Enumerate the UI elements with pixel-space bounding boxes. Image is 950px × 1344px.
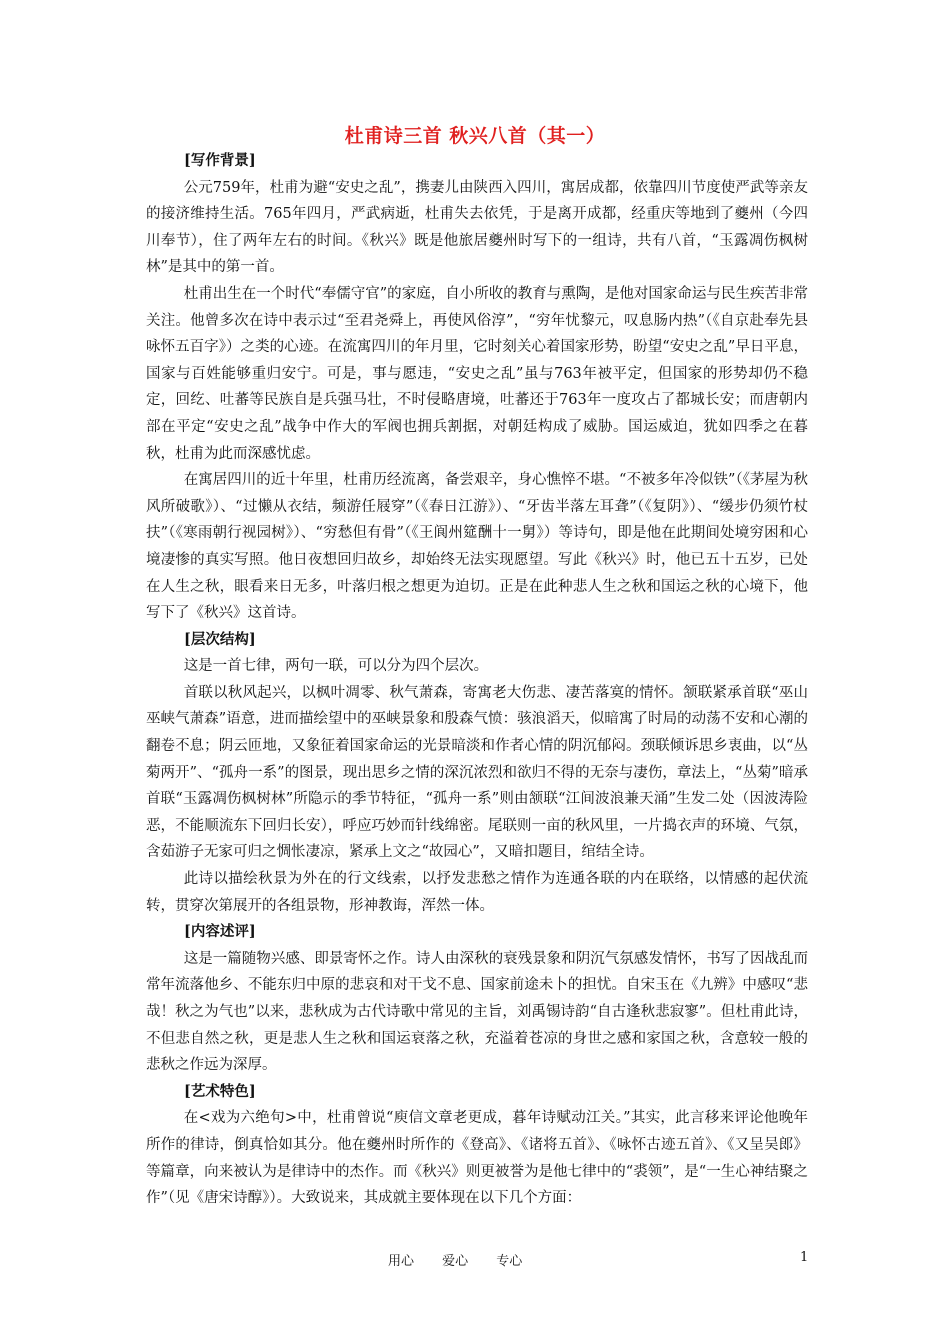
section-heading-review: [内容述评] xyxy=(184,923,256,941)
paragraph: 杜甫出生在一个时代“奉儒守官”的家庭，自小所收的教育与熏陶，是他对国家命运与民生疾苦非常关注。他曾多次在诗中表示过“至君尧舜上，再使风俗淳”，“穷年忧黎元，叹息肠内热”（《自京赴奉先县咏怀五百字》）之类的心迹。在流寓四川的年月里，它时刻关心着国家形势，盼望“安史之乱”早日平息，国家与百姓能够重归安宁。可是，事与愿违，“安史之乱”虽与763年被平定，但国家的形势却仍不稳定，回纥、吐蕃等民族自是兵强马壮，不时侵略唐境，吐蕃还于763年一度攻占了都城长安；而唐朝内部在平定“安史之乱”战争中作大的军阀也拥兵割据，对朝廷构成了威胁。国运威迫，犹如四季之在暮秋，杜甫为此而深感忧虑。 xyxy=(146,285,808,462)
section-heading-structure: [层次结构] xyxy=(184,630,256,648)
paragraph: 此诗以描绘秋景为外在的行文线索，以抒发悲愁之情作为连通各联的内在联络，以情感的起伏流转，贯穿次第展开的各组景物，形神教诲，浑然一体。 xyxy=(146,871,808,914)
section-heading-art: [艺术特色] xyxy=(184,1082,256,1100)
footer-motto: 用心 爱心 专心 xyxy=(388,1254,523,1269)
paragraph: 在<戏为六绝句>中，杜甫曾说“庾信文章老更成，暮年诗赋动江关。”其实，此言移来评论他晚年所作的律诗，倒真恰如其分。他在夔州时所作的《登高》、《诸将五首》、《咏怀古迹五首》、《又呈吴郎》等篇章，向来被认为是律诗中的杰作。而《秋兴》则更被誉为是他七律中的“裘领”，是“一生心神结聚之作”（见《唐宋诗醇》）。大致说来，其成就主要体现在以下几个方面： xyxy=(146,1110,808,1207)
page-title: 杜甫诗三首 秋兴八首（其一） xyxy=(344,125,606,147)
paragraph: 在寓居四川的近十年里，杜甫历经流离，备尝艰辛，身心憔悴不堪。“不被多年冷似铁”（《茅屋为秋风所破歌》）、“过懒从衣结，频游任屐穿”（《春日江游》）、“牙齿半落左耳聋”（《复阴》）、“缓步仍须竹杖扶”（《寒雨朝行视园树》）、“穷愁但有骨”（《王阆州筵酬十一舅》）等诗句，即是他在此期间处境穷困和心境凄惨的真实写照。他日夜想回归故乡，却始终无法实现愿望。写此《秋兴》时，他已五十五岁，已处在人生之秋，眼看来日无多，叶落归根之想更为迫切。正是在此种悲人生之秋和国运之秋的心境下，他写下了《秋兴》这首诗。 xyxy=(146,472,808,622)
paragraph: 这是一首七律，两句一联，可以分为四个层次。 xyxy=(183,658,489,675)
page-footer xyxy=(0,1250,950,1274)
document-body xyxy=(146,148,808,1212)
section-heading-background: [写作背景] xyxy=(184,152,256,169)
paragraph: 公元759年，杜甫为避“安史之乱”，携妻儿由陕西入四川，寓居成都，依靠四川节度使严武等亲友的接济维持生活。765年四月，严武病逝，杜甫失去依凭，于是离开成都，经重庆等地到了夔州（今四川奉节），住了两年左右的时间。《秋兴》既是他旅居夔州时写下的一组诗，共有八首，“玉露凋伤枫树林”是其中的第一首。 xyxy=(146,179,808,276)
paragraph: 这是一篇随物兴感、即景寄怀之作。诗人由深秋的衰残景象和阴沉气氛感发情怀，书写了因战乱而常年流落他乡、不能东归中原的悲哀和对干戈不息、国家前途未卜的担忧。自宋玉在《九辨》中感叹“悲哉！秋之为气也”以来，悲秋成为古代诗歌中常见的主旨，刘禹锡诗韵“自古逢秋悲寂寥”。但杜甫此诗，不但悲自然之秋，更是悲人生之秋和国运衰落之秋，充溢着苍凉的身世之感和家国之秋，含意较一般的悲秋之作远为深厚。 xyxy=(146,950,808,1074)
page-number: 1 xyxy=(800,1250,809,1265)
paragraph: 首联以秋风起兴，以枫叶凋零、秋气萧森，寄寓老大伤悲、凄苦落寞的情怀。颔联紧承首联“巫山巫峡气萧森”语意，进而描绘望中的巫峡景象和殷森气愤：骇浪滔天，似暗寓了时局的动荡不安和心潮的翻卷不息；阴云匝地，又象征着国家命运的光景暗淡和作者心情的阴沉郁闷。颈联倾诉思乡衷曲，以“丛菊两开”、“孤舟一系”的图景，现出思乡之情的深沉浓烈和欲归不得的无奈与凄伤，章法上，“丛菊”暗承首联“玉露凋伤枫树林”所隐示的季节特征，“孤舟一系”则由颔联“江间波浪兼天涌”生发二处（因波涛险恶，不能顺流东下回归长安），呼应巧妙而针线绵密。尾联则一亩的秋风里，一片捣衣声的环境、气氛，含茹游子无家可归之惆怅凄凉，紧承上文之“故园心”，又暗扣题目，绾结全诗。 xyxy=(146,684,808,861)
